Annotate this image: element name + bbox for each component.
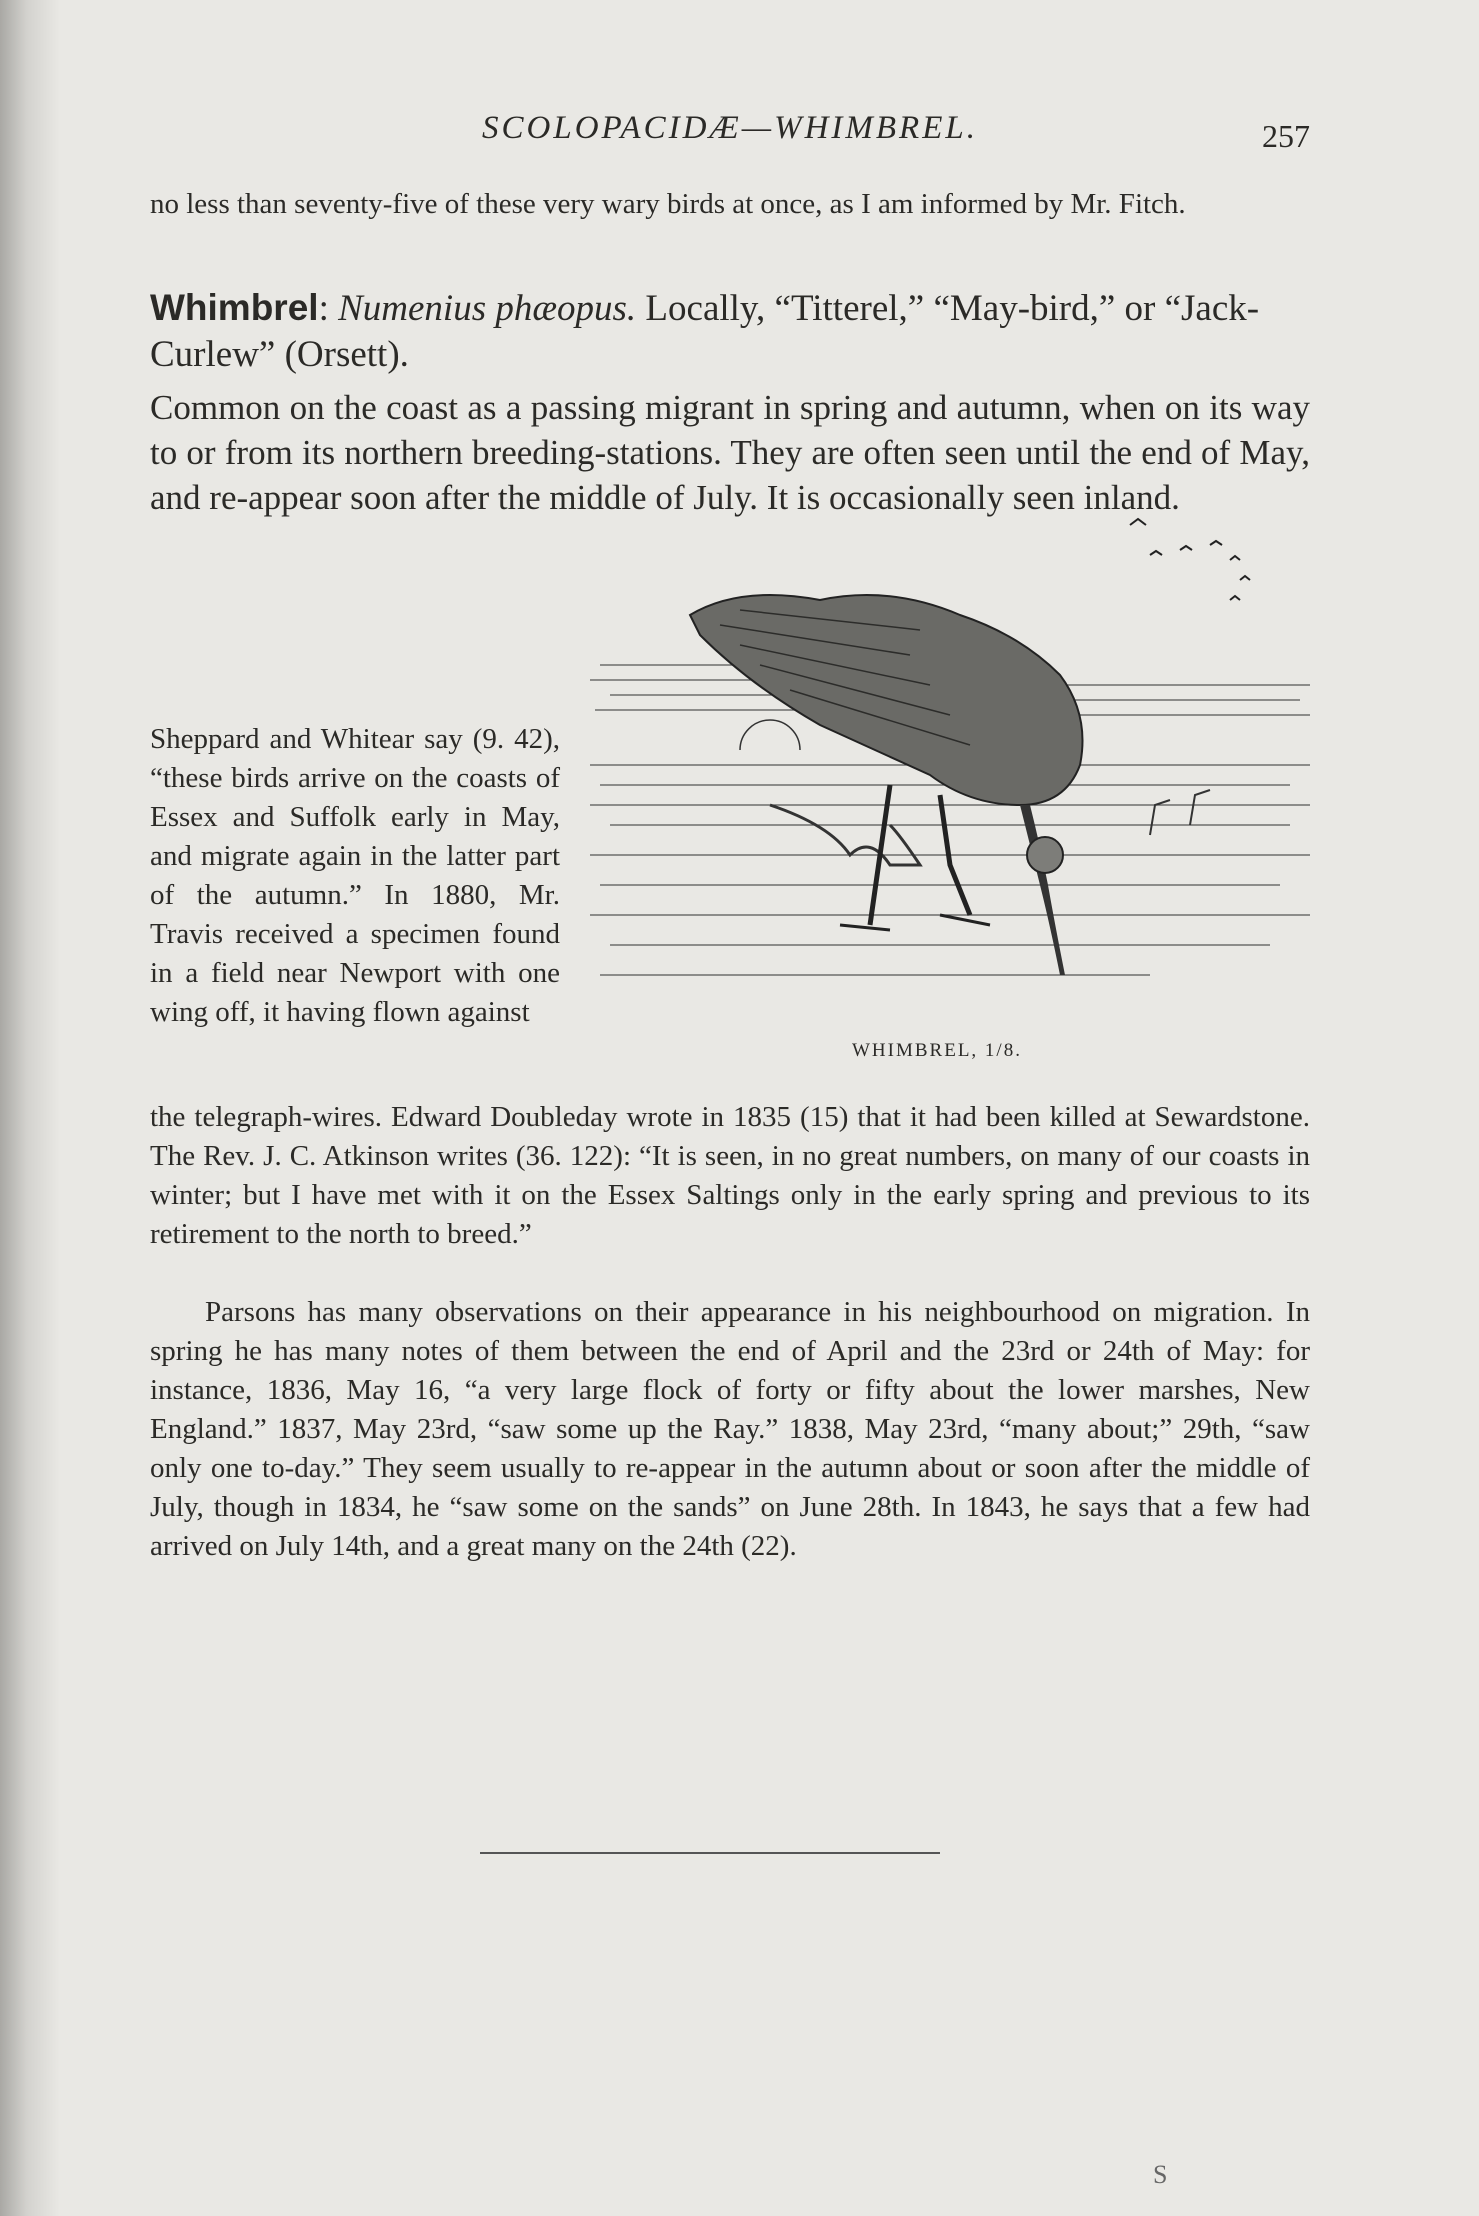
body-paragraph-large <box>150 385 1310 520</box>
whimbrel-engraving-icon <box>590 505 1310 1035</box>
intro-paragraph: no less than seventy-five of these very wary birds at once, as I am informed by Mr. Fitch. <box>150 188 1186 220</box>
species-separator: : <box>318 288 339 329</box>
species-name: Whimbrel <box>150 287 319 328</box>
page-edge-shadow <box>0 0 60 2216</box>
side-paragraph: Sheppard and Whitear say (9. 42), “these birds arrive on the coasts of Essex and Suffolk early in May, and migrate again in the latter part of the autumn.” In 1880, Mr. Travis received a specimen found in a field near Newport with one wing off, it having flown against <box>150 723 560 1028</box>
figure-caption: WHIMBREL, 1/8. <box>852 1040 1022 1061</box>
body-large-text: Common on the coast as a passing migrant in spring and autumn, when on its way to or from its northern breeding-stations. They are often seen until the end of May, and re-appear soon after the middle of July. It is occasionally seen inland. <box>150 388 1310 517</box>
paragraph-after-figure: the telegraph-wires. Edward Doubleday wrote in 1835 (15) that it had been killed at Sewardstone. The Rev. J. C. Atkinson writes (36. 122): “It is seen, in no great numbers, on many of our coasts in winter; but I have met with it on the Essex Saltings only in the early spring and previous to its retirement to the north to breed.” <box>150 1101 1310 1250</box>
divider-rule <box>480 1852 940 1854</box>
page-header <box>150 110 1310 160</box>
species-heading <box>150 285 1310 378</box>
running-title: SCOLOPACIDÆ—WHIMBREL. <box>482 110 978 146</box>
species-scientific-name: Numenius phæopus. <box>338 288 637 329</box>
species-local-names: Locally, “Titterel,” “May-bird,” or “Jack-Curlew” (Orsett). <box>150 288 1260 375</box>
whimbrel-figure <box>590 505 1310 1075</box>
parsons-paragraph: Parsons has many observations on their appearance in his neighbourhood on migration. In spring he has many notes of them between the end of April and the 23rd or 24th of May: for instance, 1836, May 16, “a very large flock of forty or fifty about the lower marshes, New England.” 1837, May 23rd, “saw some up the Ray.” 1838, May 23rd, “many about;” 29th, “saw only one to-day.” They seem usually to re-appear in the autumn about or soon after the middle of July, though in 1834, he “saw some on the sands” on June 28th. In 1843, he says that a few had arrived on July 14th, and a great many on the 24th (22). <box>150 1296 1310 1562</box>
page-number: 257 <box>1262 118 1310 154</box>
signature-mark: S <box>1153 2160 1168 2189</box>
